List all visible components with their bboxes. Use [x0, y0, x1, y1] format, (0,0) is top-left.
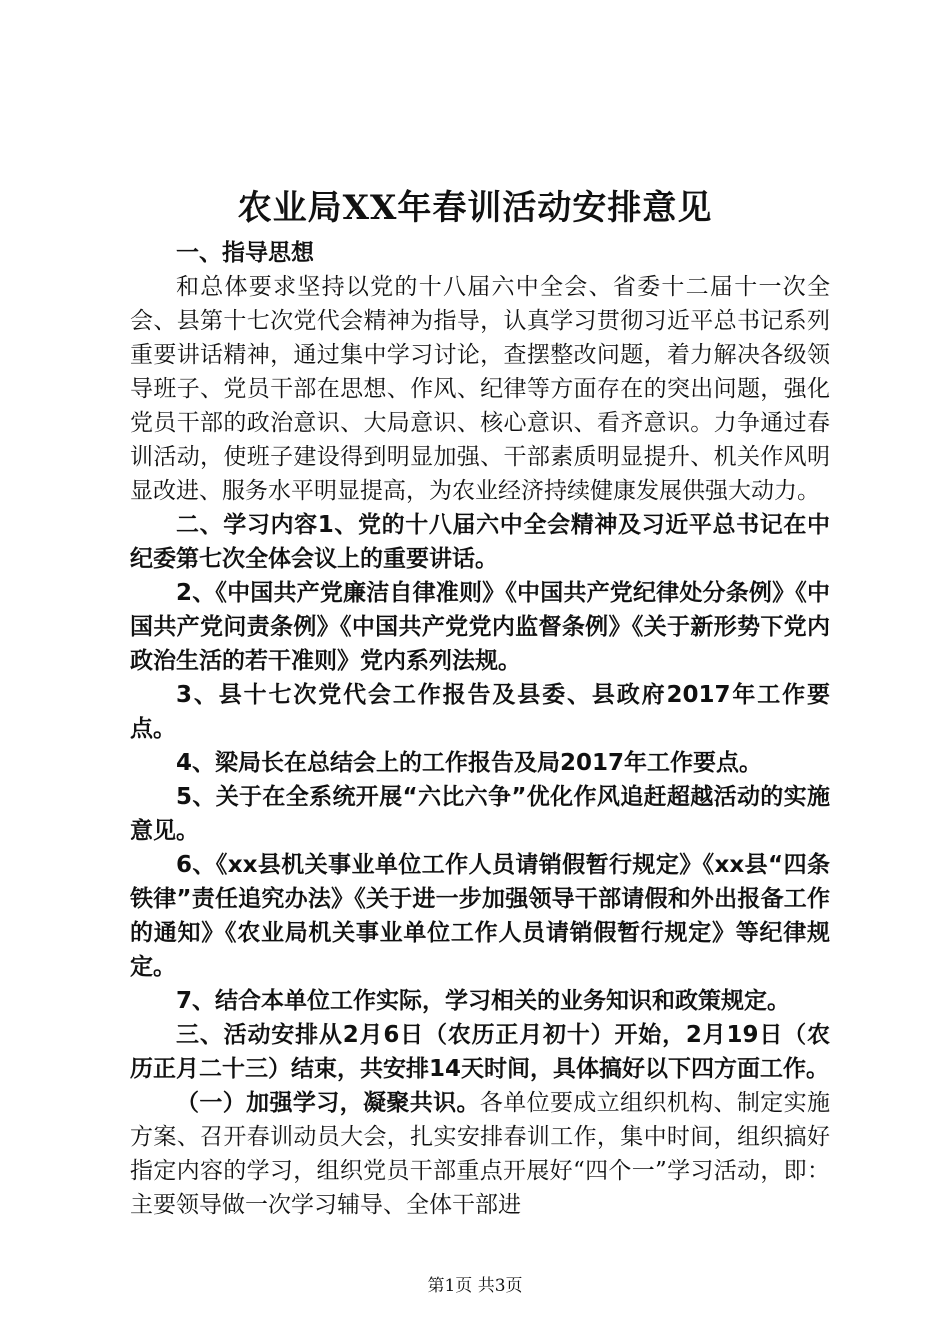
paragraph-study-content-6: 6、《xx县机关事业单位工作人员请销假暂行规定》《xx县“四条铁律”责任追究办法》《关于进一步加强领导干部请假和外出报备工作的通知》《农业局机关事业单位工作人员请销假暂行规定》等纪律规定。 — [130, 852, 830, 980]
paragraph-body-text: 各单位要成立组织机构、制定实施方案、召开春训动员大会，扎实安排春训工作，集中时间，组织搞好指定内容的学习，组织党员干部重点开展好“四个一”学习活动，即：主要领导做一次学习辅导、全体干部进 — [130, 1090, 831, 1218]
paragraph-study-content-4: 4、梁局长在总结会上的工作报告及局2017年工作要点。 — [176, 750, 763, 776]
paragraph-lead-phrase: （一）加强学习，凝聚共识。 — [176, 1090, 480, 1116]
paragraph-guiding-thought: 和总体要求坚持以党的十八届六中全会、省委十二届十一次全会、县第十七次党代会精神为指导，认真学习贯彻习近平总书记系列重要讲话精神，通过集中学习讨论，查摆整改问题，着力解决各级领导班子、党员干部在思想、作风、纪律等方面存在的突出问题，强化党员干部的政治意识、大局意识、核心意识、看齐意识。力争通过春训活动，使班子建设得到明显加强、干部素质明显提升、机关作风明显改进、服务水平明显提高，为农业经济持续健康发展供强大动力。 — [130, 274, 830, 504]
paragraph-activity-arrangement: 三、活动安排从2月6日（农历正月初十）开始，2月19日（农历正月二十三）结束，共安排14天时间，具体搞好以下四方面工作。 — [130, 1022, 830, 1082]
paragraph-study-content-3: 3、县十七次党代会工作报告及县委、县政府2017年工作要点。 — [130, 682, 830, 742]
page-number-footer: 第1页 共3页 — [427, 1276, 523, 1296]
paragraph-strengthen-study — [130, 1086, 830, 1222]
section-heading-guiding-thought: 一、指导思想 — [176, 240, 314, 266]
document-body — [130, 236, 830, 1222]
document-title: 农业局XX年春训活动安排意见 — [237, 188, 713, 228]
paragraph-study-content-1: 二、学习内容1、党的十八届六中全会精神及习近平总书记在中纪委第七次全体会议上的重要讲话。 — [130, 512, 830, 572]
paragraph-study-content-2: 2、《中国共产党廉洁自律准则》《中国共产党纪律处分条例》《中国共产党问责条例》《中国共产党党内监督条例》《关于新形势下党内政治生活的若干准则》党内系列法规。 — [130, 580, 830, 674]
paragraph-study-content-7: 7、结合本单位工作实际，学习相关的业务知识和政策规定。 — [176, 988, 791, 1014]
paragraph-study-content-5: 5、关于在全系统开展“六比六争”优化作风追赶超越活动的实施意见。 — [130, 784, 830, 844]
